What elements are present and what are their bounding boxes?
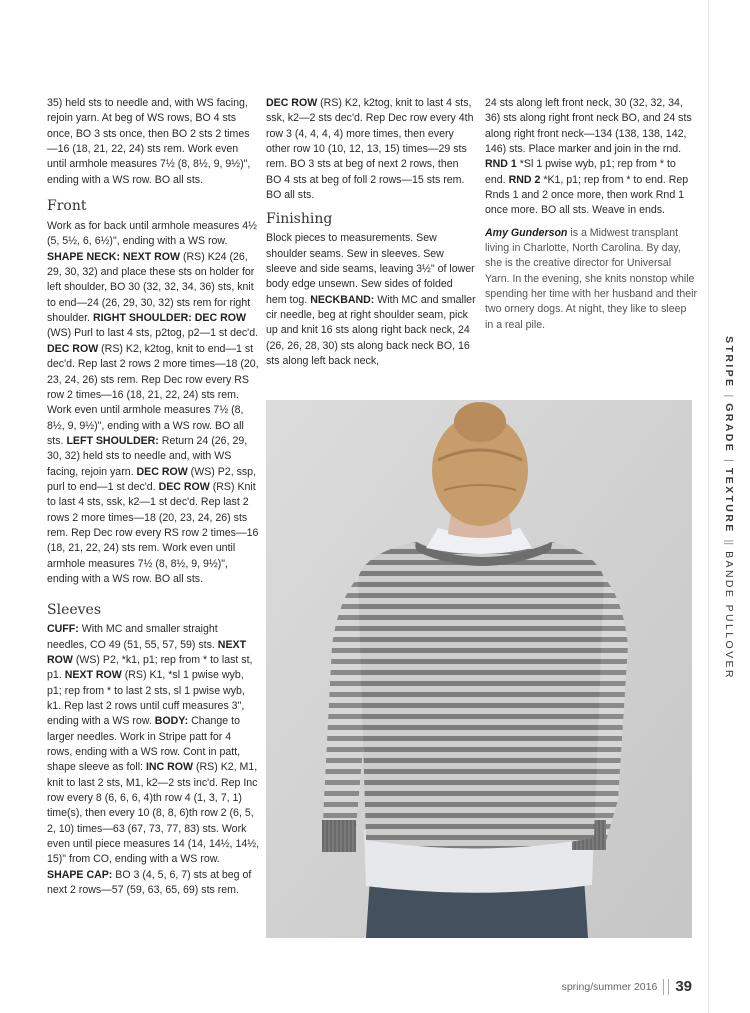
page-footer [562, 978, 692, 995]
heading-front: Front [47, 198, 87, 215]
hair-bun [454, 402, 506, 442]
paragraph-neckband-cont: 24 sts along left front neck, 30 (32, 32, 34, 36) sts along right front neck BO, and 24 sts along right front neck—134 (138, 138, 142, 146) sts. Place marker and join in the rnd. RND 1 *Sl 1 pwise wyb, p1; rep from * to end. RND 2 *K1, p1; rep from * to end. Rep Rnds 1 and 2 once more, then work Rnd 1 once more. BO all sts. Weave in ends. [485, 97, 692, 217]
category-grade: GRADE [723, 403, 735, 454]
column-3 [485, 96, 697, 333]
heading-finishing: Finishing [266, 211, 333, 228]
pattern-name: BANDE PULLOVER [723, 551, 735, 680]
paragraph-front: Work as for back until armhole measures 4½ (5, 5½, 6, 6½)", ending with a WS row. SHAPE NECK: NEXT ROW (RS) K24 (26, 29, 30, 32) and place these sts on holder for left shoulder, BO 30 (32, 32, 34, 36) sts, knit to end—24 (26, 29, 30, 32) sts rem for right shoulder. RIGHT SHOULDER: DEC ROW (WS) Purl to last 4 sts, p2tog, p2—1 st dec'd. DEC ROW (RS) K2, k2tog, knit to end—1 st dec'd. Rep last 2 rows 2 more times—18 (20, 23, 24, 26) sts rem. Rep Dec row every RS row 2 times—16 (18, 21, 22, 24) sts rem. Work even until armhole measures 7½ (8, 8½, 9, 9½)", ending with a WS row. BO all sts. LEFT SHOULDER: Return 24 (26, 29, 30, 32) held sts to needle and, with WS facing, rejoin yarn. DEC ROW (WS) P2, ssp, purl to end—1 st dec'd. DEC ROW (RS) Knit to last 4 sts, ssk, k2—1 st dec'd. Rep last 2 rows 2 more times—18 (20, 23, 24, 26) sts rem. Rep Dec row every RS row 2 times—16 (18, 21, 22, 24) sts rem. Work even until armhole measures 7½ (8, 8½, 9, 9½)", ending with a WS row. BO all sts. [47, 220, 259, 585]
designer-bio: Amy Gunderson is a Midwest transplant living in Charlotte, North Carolina. By day, she is the creative director for Universal Yarn. In the evening, she knits nonstop while spending her time with her husband and their two ornery dogs. At night, they like to sleep in a real pile. [485, 226, 698, 331]
paragraph-dec-row: DEC ROW (RS) K2, k2tog, knit to last 4 sts, ssk, k2—2 sts dec'd. Rep Dec row every 4th row 3 (4, 4, 4, 4) more times, then every other row 10 (10, 12, 13, 15) times—29 sts rem. BO 3 sts at beg of next 2 rows, then BO 4 sts at beg of foll 2 rows—15 sts rem. BO all sts. [266, 97, 474, 202]
paragraph-finishing: Block pieces to measurements. Sew shoulder seams. Sew in sleeves. Sew sleeve and side seams, leaving 3½" of lower body edge unsewn. Sew sides of folded hem tog. NECKBAND: With MC and smaller cir needle, beg at right shoulder seam, pick up and knit 16 sts along right back neck, 24 (26, 26, 28, 30) sts along back neck BO, 16 sts along left back neck, [266, 232, 476, 368]
pullover-photo [266, 400, 692, 938]
issue-label: spring/summer 2016 [561, 980, 658, 993]
column-1 [47, 96, 259, 899]
paragraph-sleeves: CUFF: With MC and smaller straight needles, CO 49 (51, 55, 57, 59) sts. NEXT ROW (WS) P2, *k1, p1; rep from * to last st, p1. NEXT ROW (RS) K1, *sl 1 pwise wyb, p1; rep from * to last 2 sts, sl 1 pwise wyb, k1. Rep last 2 rows until cuff measures 3", ending with a WS row. BODY: Change to larger needles. Work in Stripe patt for 4 rows, ending with a WS row. Cont in patt, shape sleeve as foll: INC ROW (RS) K2, M1, knit to last 2 sts, M1, k2—2 sts inc'd. Rep Inc row every 8 (6, 6, 6, 4)th row 4 (1, 3, 7, 1) time(s), then every 10 (8, 8, 6)th row 2 (6, 5, 2, 10) times—63 (67, 73, 77, 83) sts. Work even until piece measures 14 (14, 14½, 14½, 15)" from CO, ending with a WS row. SHAPE CAP: BO 3 (4, 5, 6, 7) sts at beg of next 2 rows—57 (59, 63, 65, 69) sts rem. [47, 623, 260, 897]
category-stripe: STRIPE [723, 336, 735, 389]
left-cuff [322, 820, 356, 852]
column-2 [266, 96, 476, 370]
category-texture: TEXTURE [723, 467, 735, 534]
paragraph-back-continued: 35) held sts to needle and, with WS facing, rejoin yarn. At beg of WS rows, BO 4 sts once, BO 3 sts once, then BO 2 sts 2 times—16 (18, 21, 22, 24) sts rem. Work even until armhole measures 7½ (8, 8½, 9, 9½)", ending with a WS row. BO all sts. [47, 97, 251, 186]
page-number: 39 [675, 978, 692, 995]
section-label: STRIPE|GRADE|TEXTURE||BANDE PULLOVER [723, 336, 735, 680]
sweater-body [358, 542, 604, 849]
photo-illustration [266, 400, 692, 938]
footer-divider [663, 979, 669, 995]
heading-sleeves: Sleeves [47, 602, 102, 619]
